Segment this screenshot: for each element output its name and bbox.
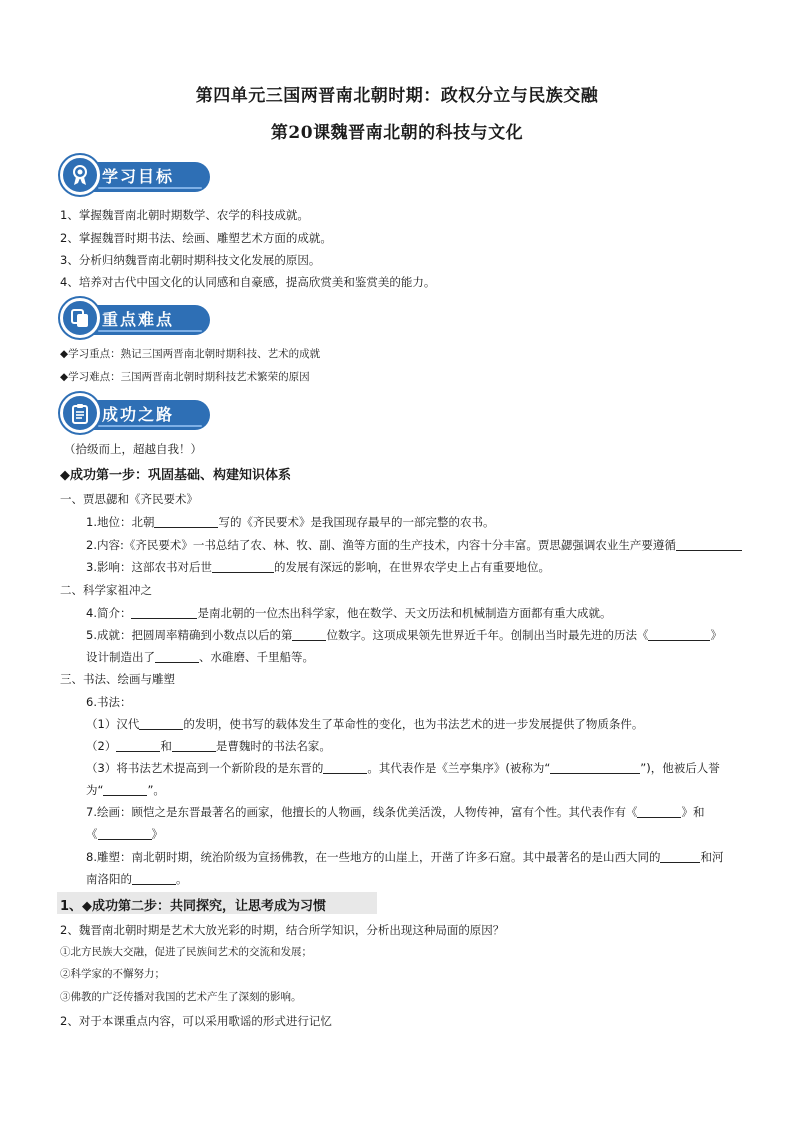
answer-blank[interactable] (292, 628, 326, 641)
line-6-3b: 为“ ”。 (86, 783, 165, 797)
answer-blank[interactable] (637, 805, 681, 818)
line-8: 8.雕塑：南北朝时期，统治阶级为宣扬佛教，在一些地方的山崖上，开凿了许多石窟。其中最著名的是山西大同的 和河 (86, 850, 724, 864)
answer-blank[interactable] (139, 717, 183, 730)
line-5b: 设计制造出了 、水碓磨、千里船等。 (86, 650, 314, 664)
line-7: 7.绘画：顾恺之是东晋最著名的画家，他擅长的人物画，线条优美活泼，人物传神，富有个性。其代表作有《 》和 (86, 805, 705, 819)
answer-blank[interactable] (131, 606, 197, 619)
lesson-title: 第20课魏晋南北朝的科技与文化 (270, 123, 524, 143)
answer-blank[interactable] (648, 628, 710, 641)
answer-blank[interactable] (98, 827, 152, 840)
path-banner-label: 成功之路 (68, 400, 210, 430)
goal-item: 3、分析归纳魏晋南北朝时期科技文化发展的原因。 (60, 253, 321, 267)
answer-3: ③佛教的广泛传播对我国的艺术产生了深刻的影响。 (60, 991, 302, 1003)
answer-blank[interactable] (155, 650, 199, 663)
answer-2: ②科学家的不懈努力； (60, 968, 165, 980)
key-focus: ◆学习重点：熟记三国两晋南北朝时期科技、艺术的成就 (60, 348, 321, 360)
line-6-2: （2） 和 是曹魏时的书法名家。 (86, 739, 331, 753)
award-ribbon-icon (60, 155, 100, 195)
line-3: 3.影响：这部农书对后世 的发展有深远的影响，在世界农学史上占有重要地位。 (86, 560, 550, 574)
section2-title: 二、科学家祖冲之 (60, 583, 152, 597)
goals-banner-label: 学习目标 (68, 162, 210, 192)
answer-blank[interactable] (212, 560, 274, 573)
line-6-1: （1）汉代 的发明，使书写的载体发生了革命性的变化，也为书法艺术的进一步发展提供了物质条件。 (86, 717, 644, 731)
answer-1: ①北方民族大交融，促进了民族间艺术的交流和发展； (60, 946, 312, 958)
answer-blank[interactable] (550, 761, 640, 774)
keypoints-banner-label: 重点难点 (68, 305, 210, 335)
goal-item: 1、掌握魏晋南北朝时期数学、农学的科技成就。 (60, 208, 309, 222)
step2-heading: 1、◆成功第二步：共同探究，让思考成为习惯 (60, 899, 327, 914)
answer-blank[interactable] (154, 515, 218, 528)
keypoints-banner (60, 298, 210, 340)
question-2: 2、对于本课重点内容，可以采用歌谣的形式进行记忆 (60, 1014, 332, 1028)
answer-blank[interactable] (116, 739, 160, 752)
answer-blank[interactable] (323, 761, 367, 774)
line-5: 5.成就：把圆周率精确到小数点以后的第 位数字。这项成果领先世界近千年。创制出当时最先进的历法《 》 (86, 628, 722, 642)
goal-item: 4、培养对古代中国文化的认同感和自豪感，提高欣赏美和鉴赏美的能力。 (60, 275, 436, 289)
line-4: 4.简介： 是南北朝的一位杰出科学家，他在数学、天文历法和机械制造方面都有重大成就。 (86, 606, 612, 620)
goal-item: 2、掌握魏晋时期书法、绘画、雕塑艺术方面的成就。 (60, 231, 332, 245)
step1-heading: ◆成功第一步：巩固基础、构建知识体系 (60, 468, 291, 483)
line-8b: 南洛阳的 。 (86, 872, 188, 886)
question-1: 2、魏晋南北朝时期是艺术大放光彩的时期，结合所学知识，分析出现这种局面的原因？ (60, 923, 505, 937)
line-7b: 《 》 (86, 827, 163, 841)
section1-title: 一、贾思勰和《齐民要术》 (60, 492, 198, 506)
motto: （拾级而上，超越自我！） (64, 442, 202, 456)
line-1: 1.地位：北朝 写的《齐民要术》是我国现存最早的一部完整的农书。 (86, 515, 495, 529)
answer-blank[interactable] (132, 872, 176, 885)
unit-title: 第四单元三国两晋南北朝时期：政权分立与民族交融 (195, 86, 599, 106)
documents-icon (60, 298, 100, 338)
answer-blank[interactable] (676, 538, 742, 551)
key-difficulty: ◆学习难点：三国两晋南北朝时期科技艺术繁荣的原因 (60, 371, 310, 383)
section3-title: 三、书法、绘画与雕塑 (60, 672, 175, 686)
clipboard-icon (60, 393, 100, 433)
answer-blank[interactable] (172, 739, 216, 752)
answer-blank[interactable] (660, 850, 700, 863)
goals-banner (60, 155, 210, 197)
line-2: 2.内容:《齐民要术》一书总结了农、林、牧、副、渔等方面的生产技术，内容十分丰富。贾思勰强调农业生产要遵循 (86, 537, 742, 553)
answer-blank[interactable] (103, 783, 147, 796)
line-6-3: （3）将书法艺术提高到一个新阶段的是东晋的 。其代表作是《兰亭集序》(被称为“ ”)，他被后人誉 (86, 761, 720, 775)
path-banner (60, 393, 210, 435)
line-6: 6.书法： (86, 695, 132, 709)
